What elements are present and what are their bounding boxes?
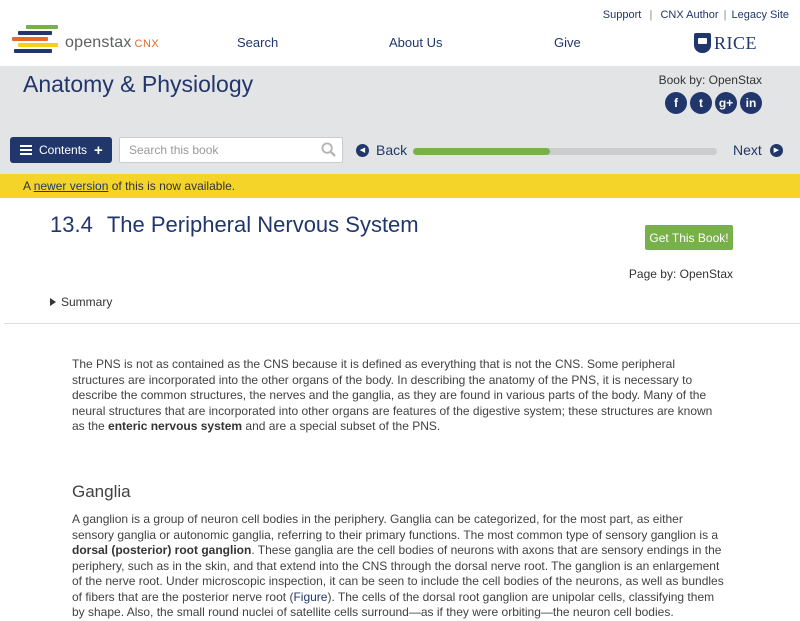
social-share xyxy=(665,92,762,114)
term-enteric-nervous-system: enteric nervous system xyxy=(108,419,243,433)
notice-prefix: A xyxy=(23,179,34,193)
site-header xyxy=(0,0,800,66)
chevron-right-icon: ▶ xyxy=(770,144,783,157)
nav-search[interactable]: Search xyxy=(237,35,279,50)
heading-ganglia: Ganglia xyxy=(72,482,131,501)
next-button[interactable] xyxy=(733,142,783,158)
book-by: Book by: OpenStax xyxy=(658,73,762,87)
book-progress-bar xyxy=(413,148,717,155)
term-dorsal-root-ganglion: dorsal (posterior) root ganglion xyxy=(72,543,252,557)
plus-icon: + xyxy=(94,141,103,159)
next-label: Next xyxy=(733,142,762,158)
summary-label: Summary xyxy=(61,295,113,309)
divider xyxy=(4,323,800,324)
book-title[interactable]: Anatomy & Physiology xyxy=(23,71,254,97)
book-toolbar xyxy=(0,137,800,167)
back-label: Back xyxy=(376,142,408,158)
rice-wordmark: RICE xyxy=(714,32,758,53)
chevron-left-icon: ◀ xyxy=(356,144,369,157)
list-icon xyxy=(20,145,32,155)
notice-suffix: of this is now available. xyxy=(108,179,236,193)
book-banner xyxy=(0,66,800,174)
legacy-site-link[interactable]: Legacy Site xyxy=(731,9,789,21)
page-by: Page by: OpenStax xyxy=(628,267,733,281)
summary-toggle[interactable] xyxy=(50,295,112,309)
caret-right-icon xyxy=(50,298,56,306)
facebook-icon[interactable]: f xyxy=(665,92,687,114)
cnx-author-link[interactable]: CNX Author xyxy=(660,9,719,21)
openstax-cnx-logo[interactable] xyxy=(12,25,172,57)
twitter-icon[interactable]: t xyxy=(690,92,712,114)
back-button[interactable] xyxy=(356,142,407,158)
newer-version-link[interactable]: newer version xyxy=(33,179,109,193)
nav-give[interactable]: Give xyxy=(554,35,581,50)
ganglia-paragraph: A ganglion is a group of neuron cell bodies in the periphery. Ganglia can be categorized, for the most part, as either sensory ganglia or autonomic ganglia, referring to their primary functions. The most common type of sensory ganglion is a dorsal (posterior) root ganglion. These ganglia are the cell bodies of neurons with axons that are sensory endings in the periphery, such as in the skin, and that extend into the CNS through the dorsal nerve root. The ganglion is an enlargement of the nerve root. Under microscopic inspection, it can be seen to include the cell bodies of the neurons, as well as bundles of fibers that are the posterior nerve root (Figure). The cells of the dorsal root ganglion are unipolar cells, classifying them by shape. Also, the small round nuclei of satellite cells surround—as if they were orbiting—the neuron cell bodies. xyxy=(72,512,724,619)
divider: | xyxy=(646,9,656,21)
rice-logo[interactable] xyxy=(694,32,757,54)
utility-links xyxy=(603,9,789,21)
book-stack-icon xyxy=(12,25,58,55)
section-number: 13.4 xyxy=(50,212,93,237)
support-link[interactable]: Support xyxy=(602,9,642,21)
divider: | xyxy=(723,9,727,21)
contents-label: Contents xyxy=(39,143,88,157)
intro-paragraph: The PNS is not as contained as the CNS because it is defined as everything that is not the CNS. Some peripheral structures are incorporated into the other organs of the body. In describing the anatomy of the PNS, it is necessary to describe the common structures, the nerves and the ganglia, as they are found in various parts of the body. Many of the neural structures that are incorporated into other organs are features of the digestive system; these structures are known as the enteric nervous system and are a special subset of the PNS. xyxy=(72,357,713,433)
progress-fill xyxy=(413,148,550,155)
logo-wordmark: openstax xyxy=(65,34,132,51)
search-input[interactable] xyxy=(120,138,310,162)
newer-version-notice xyxy=(0,174,800,198)
linkedin-icon[interactable]: in xyxy=(740,92,762,114)
nav-about-us[interactable]: About Us xyxy=(389,35,443,50)
contents-button[interactable] xyxy=(10,137,112,163)
section-title: The Peripheral Nervous System xyxy=(106,212,419,237)
search-box xyxy=(119,137,343,163)
figure-link[interactable]: Figure xyxy=(293,589,328,604)
logo-suffix: CNX xyxy=(134,38,160,50)
get-this-book-button[interactable]: Get This Book! xyxy=(645,225,733,250)
google-plus-icon[interactable]: g+ xyxy=(715,92,737,114)
rice-shield-icon xyxy=(694,33,711,53)
page-title xyxy=(50,212,419,238)
search-icon[interactable] xyxy=(321,142,336,157)
